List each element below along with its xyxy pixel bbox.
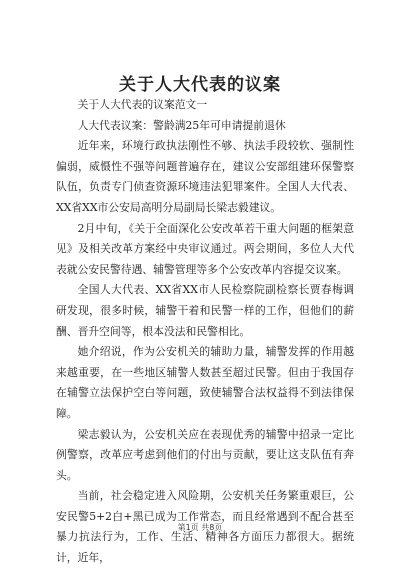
body-paragraph: 当前，社会稳定进入风险期，公安机关任务繁重艰巨，公安民警5+2白+黑已成为工作常态，而且经常遇到不配合甚至暴力抗法行为，工作、生活、精神各方面压力都很大。据统计，近年， [56, 489, 354, 565]
page-number: 第1页 共8页 [177, 523, 223, 532]
document-title: 关于人大代表的议案 [119, 75, 281, 95]
body-paragraph: 她介绍说，作为公安机关的辅助力量，辅警发挥的作用越来越重要，在一些地区辅警人数甚至超过民警。但由于我国存在辅警立法保护空白等问题，致使辅警合法权益得不到法律保障。 [56, 345, 354, 420]
body-paragraph: 近年来，环境行政执法刚性不够、执法手段较软、强制性偏弱，威慑性不强等问题普遍存在，建议公安部组建环保警察队伍，负责专门侦查资源环境违法犯罪案件。全国人大代表、XX省XX市公安局高明分局副局长梁志毅建议。 [56, 139, 354, 214]
sub-heading: 关于人大代表的议案范文一 [77, 98, 208, 111]
body-paragraph: 全国人大代表、XX省XX市人民检察院副检察长贾春梅调研发现，很多时候，辅警干着和民警一样的工作，但他们的薪酬、晋升空间等，根本没法和民警相比。 [56, 283, 354, 338]
body-paragraph: 梁志毅认为，公安机关应在表现优秀的辅警中招录一定比例警察，改革应考虑到他们的付出与贡献，要让这支队伍有奔头。 [56, 427, 354, 482]
sub-heading: 人大代表议案：警龄满25年可申请提前退休 [77, 118, 286, 132]
body-paragraph: 2月中旬，《关于全面深化公安改革若干重大问题的框架意见》及相关改革方案经中央审议通过。两会期间，多位人大代表就公安民警待遇、辅警管理等多个公安改革内容提交议案。 [56, 221, 354, 276]
document-body [56, 95, 354, 569]
